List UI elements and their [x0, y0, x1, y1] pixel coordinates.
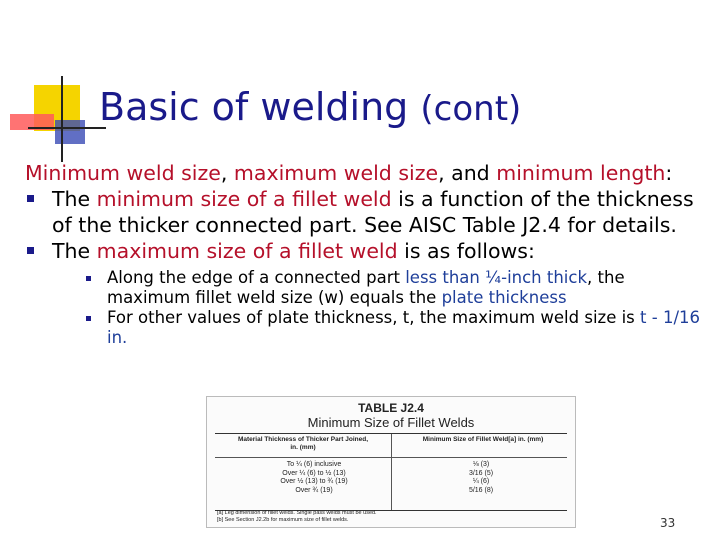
table-cell: ¼ (6) [472, 478, 490, 485]
aisc-table-j24-image [206, 396, 576, 528]
intro-text: , [220, 161, 234, 185]
square-bullet-icon [27, 247, 34, 254]
slide-body [25, 160, 705, 348]
bullet-text: The [52, 187, 97, 211]
intro-term-min-weld: Minimum weld size [25, 161, 221, 185]
table-col2-cells [441, 461, 521, 495]
table-cell: ⅛ (3) [472, 461, 490, 468]
table-caption-title: Minimum Size of Fillet Welds [307, 415, 475, 430]
sub-bullet-highlight: t - 1/16 in. [107, 308, 700, 347]
bullet-highlight: minimum size of a fillet weld [96, 187, 392, 211]
table-divider [391, 434, 392, 510]
intro-line [25, 160, 705, 186]
table-cell: To ¼ (6) inclusive [286, 461, 342, 468]
table-cell: Over ½ (13) to ¾ (19) [280, 478, 348, 485]
table-footnote: [a] Leg dimension of fillet welds. Single pass welds must be used. [217, 510, 377, 516]
square-bullet-icon [86, 316, 91, 321]
bullet-text: The [52, 239, 97, 263]
table-cell: Over ¾ (19) [295, 486, 333, 494]
bullet-text: is a function of the thickness of the thicker connected part. See AISC Table J2.4 for details. [52, 187, 694, 237]
table-footnote: [b] See Section J2.2b for maximum size of fillet welds. [217, 517, 349, 523]
table-cell: 3/16 (5) [468, 469, 494, 477]
page-number: 33 [660, 516, 676, 530]
bullet-item [25, 186, 705, 238]
bullet-item [25, 238, 705, 264]
square-bullet-icon [86, 276, 91, 281]
table-cell: Over ¼ (6) to ½ (13) [282, 469, 346, 477]
intro-text: , and [438, 161, 497, 185]
slide-title [99, 85, 521, 129]
bullet-highlight: maximum size of a fillet weld [96, 239, 398, 263]
sub-bullet-text: Along the edge of a connected part [107, 268, 406, 287]
table-caption-number: TABLE J2.4 [358, 401, 424, 415]
intro-text: : [665, 161, 673, 185]
table-footnotes [217, 510, 377, 524]
table-col-header: Material Thickness of Thicker Part Joined, in. (mm) [237, 436, 369, 451]
bullet-text: is as follows: [397, 239, 535, 263]
table-col1-cells [259, 461, 369, 495]
table-cell: 5/16 (8) [468, 486, 494, 494]
sub-bullet-highlight: plate thickness [441, 288, 567, 307]
sub-bullet-text: , the maximum fillet weld size (w) equals the [107, 268, 625, 307]
table-col-header: Minimum Size of Fillet Weld[a] in. (mm) [422, 436, 544, 443]
slide-title-main: Basic of welding [99, 85, 409, 129]
sub-bullet-list [25, 268, 705, 348]
slide-title-sub: (cont) [420, 89, 522, 129]
sub-bullet-item [83, 308, 705, 348]
sub-bullet-item [83, 268, 705, 308]
sub-bullet-highlight: less than ¼-inch thick [405, 268, 588, 287]
table-grid [215, 433, 567, 511]
intro-term-min-length: minimum length [496, 161, 666, 185]
intro-term-max-weld: maximum weld size [233, 161, 439, 185]
square-bullet-icon [27, 195, 34, 202]
sub-bullet-text: For other values of plate thickness, t, the maximum weld size is [107, 308, 641, 327]
decorative-logo-graphic [0, 0, 110, 170]
